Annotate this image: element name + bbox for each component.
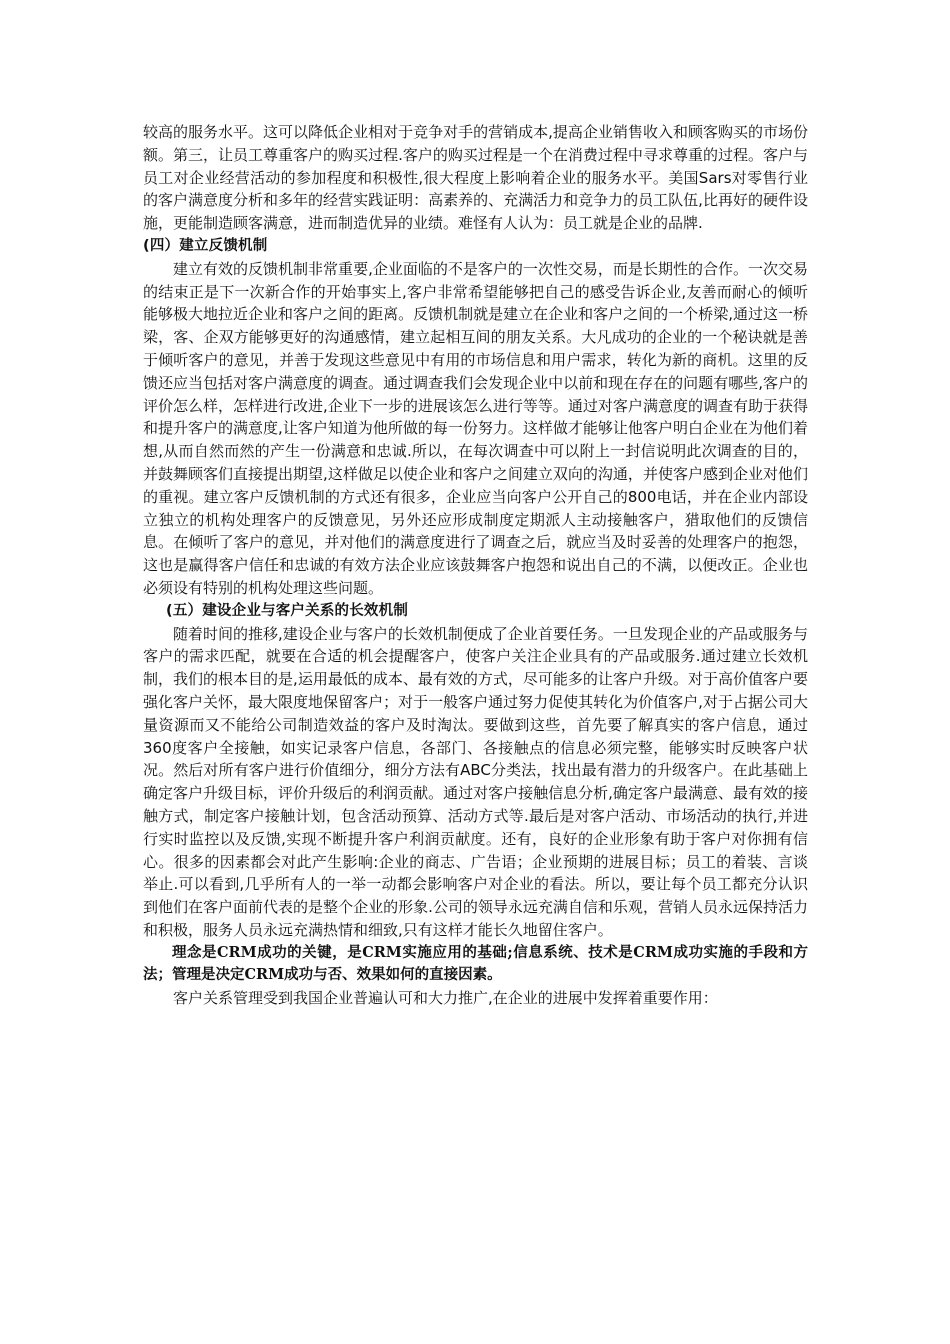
section-heading-5: (五）建设企业与客户关系的长效机制 [166, 602, 409, 619]
section-heading-4: (四）建立反馈机制 [143, 237, 268, 254]
document-page [143, 121, 808, 1010]
paragraph-crm-key-points: 理念是CRM成功的关键，是CRM实施应用的基础;信息系统、技术是CRM成功实施的手段和方法；管理是决定CRM成功与否、效果如何的直接因素。 [143, 943, 808, 984]
paragraph-long-term-mechanism: 随着时间的推移,建设企业与客户的长效机制便成了企业首要任务。一旦发现企业的产品或服务与客户的需求匹配，就要在合适的机会提醒客户，使客户关注企业具有的产品或服务.通过建立长效机制，我们的根本目的是,运用最低的成本、最有效的方式，尽可能多的让客户升级。对于高价值客户要强化客户关怀，最大限度地保留客户；对于一般客户通过努力促使其转化为价值客户,对于占据公司大量资源而又不能给公司制造效益的客户及时淘汰。要做到这些，首先要了解真实的客户信息，通过360度客户全接触，如实记录客户信息，各部门、各接触点的信息必须完整，能够实时反映客户状况。然后对所有客户进行价值细分，细分方法有ABC分类法，找出最有潜力的升级客户。在此基础上确定客户升级目标，评价升级后的利润贡献。通过对客户接触信息分析,确定客户最满意、最有效的接触方式，制定客户接触计划，包含活动预算、活动方式等.最后是对客户活动、市场活动的执行,并进行实时监控以及反馈,实现不断提升客户利润贡献度。还有，良好的企业形象有助于客户对你拥有信心。很多的因素都会对此产生影响:企业的商志、广告语；企业预期的进展目标；员工的着装、言谈举止.可以看到,几乎所有人的一举一动都会影响客户对企业的看法。所以，要让每个员工都充分认识到他们在客户面前代表的是整个企业的形象.公司的领导永远充满自信和乐观，营销人员永远保持活力和积极，服务人员永远充满热情和细致,只有这样才能长久地留住客户。 [143, 624, 808, 939]
paragraph-intro: 较高的服务水平。这可以降低企业相对于竞争对手的营销成本,提高企业销售收入和顾客购买的市场份额。第三，让员工尊重客户的购买过程.客户的购买过程是一个在消费过程中寻求尊重的过程。客户与员工对企业经营活动的参加程度和积极性,很大程度上影响着企业的服务水平。美国Sars对零售行业的客户满意度分析和多年的经营实践证明：高素养的、充满活力和竞争力的员工队伍,比再好的硬件设施，更能制造顾客满意，进而制造优异的业绩。难怪有人认为：员工就是企业的品牌. [143, 123, 808, 233]
paragraph-closing: 客户关系管理受到我国企业普遍认可和大力推广,在企业的进展中发挥着重要作用： [173, 989, 718, 1008]
paragraph-feedback-mechanism: 建立有效的反馈机制非常重要,企业面临的不是客户的一次性交易，而是长期性的合作。一次交易的结束正是下一次新合作的开始事实上,客户非常希望能够把自己的感受告诉企业,友善而耐心的倾听能够极大地拉近企业和客户之间的距离。反馈机制就是建立在企业和客户之间的一个桥梁,通过这一桥梁，客、企双方能够更好的沟通感情，建立起相互间的朋友关系。大凡成功的企业的一个秘诀就是善于倾听客户的意见，并善于发现这些意见中有用的市场信息和用户需求，转化为新的商机。这里的反馈还应当包括对客户满意度的调查。通过调查我们会发现企业中以前和现在存在的问题有哪些,客户的评价怎么样，怎样进行改进,企业下一步的进展该怎么进行等等。通过对客户满意度的调查有助于获得和提升客户的满意度,让客户知道为他所做的每一份努力。这样做才能够让他客户明白企业在为他们着想,从而自然而然的产生一份满意和忠诚.所以，在每次调查中可以附上一封信说明此次调查的目的，并鼓舞顾客们直接提出期望,这样做足以使企业和客户之间建立双向的沟通，并使客户感到企业对他们的重视。建立客户反馈机制的方式还有很多，企业应当向客户公开自己的800电话，并在企业内部设立独立的机构处理客户的反馈意见，另外还应形成制度定期派人主动接触客户，猎取他们的反馈信息。在倾听了客户的意见，并对他们的满意度进行了调查之后，就应当及时妥善的处理客户的抱怨，这也是赢得客户信任和忠诚的有效方法企业应该鼓舞客户抱怨和说出自己的不满，以便改正。企业也必须设有特别的机构处理这些问题。 [143, 259, 808, 597]
